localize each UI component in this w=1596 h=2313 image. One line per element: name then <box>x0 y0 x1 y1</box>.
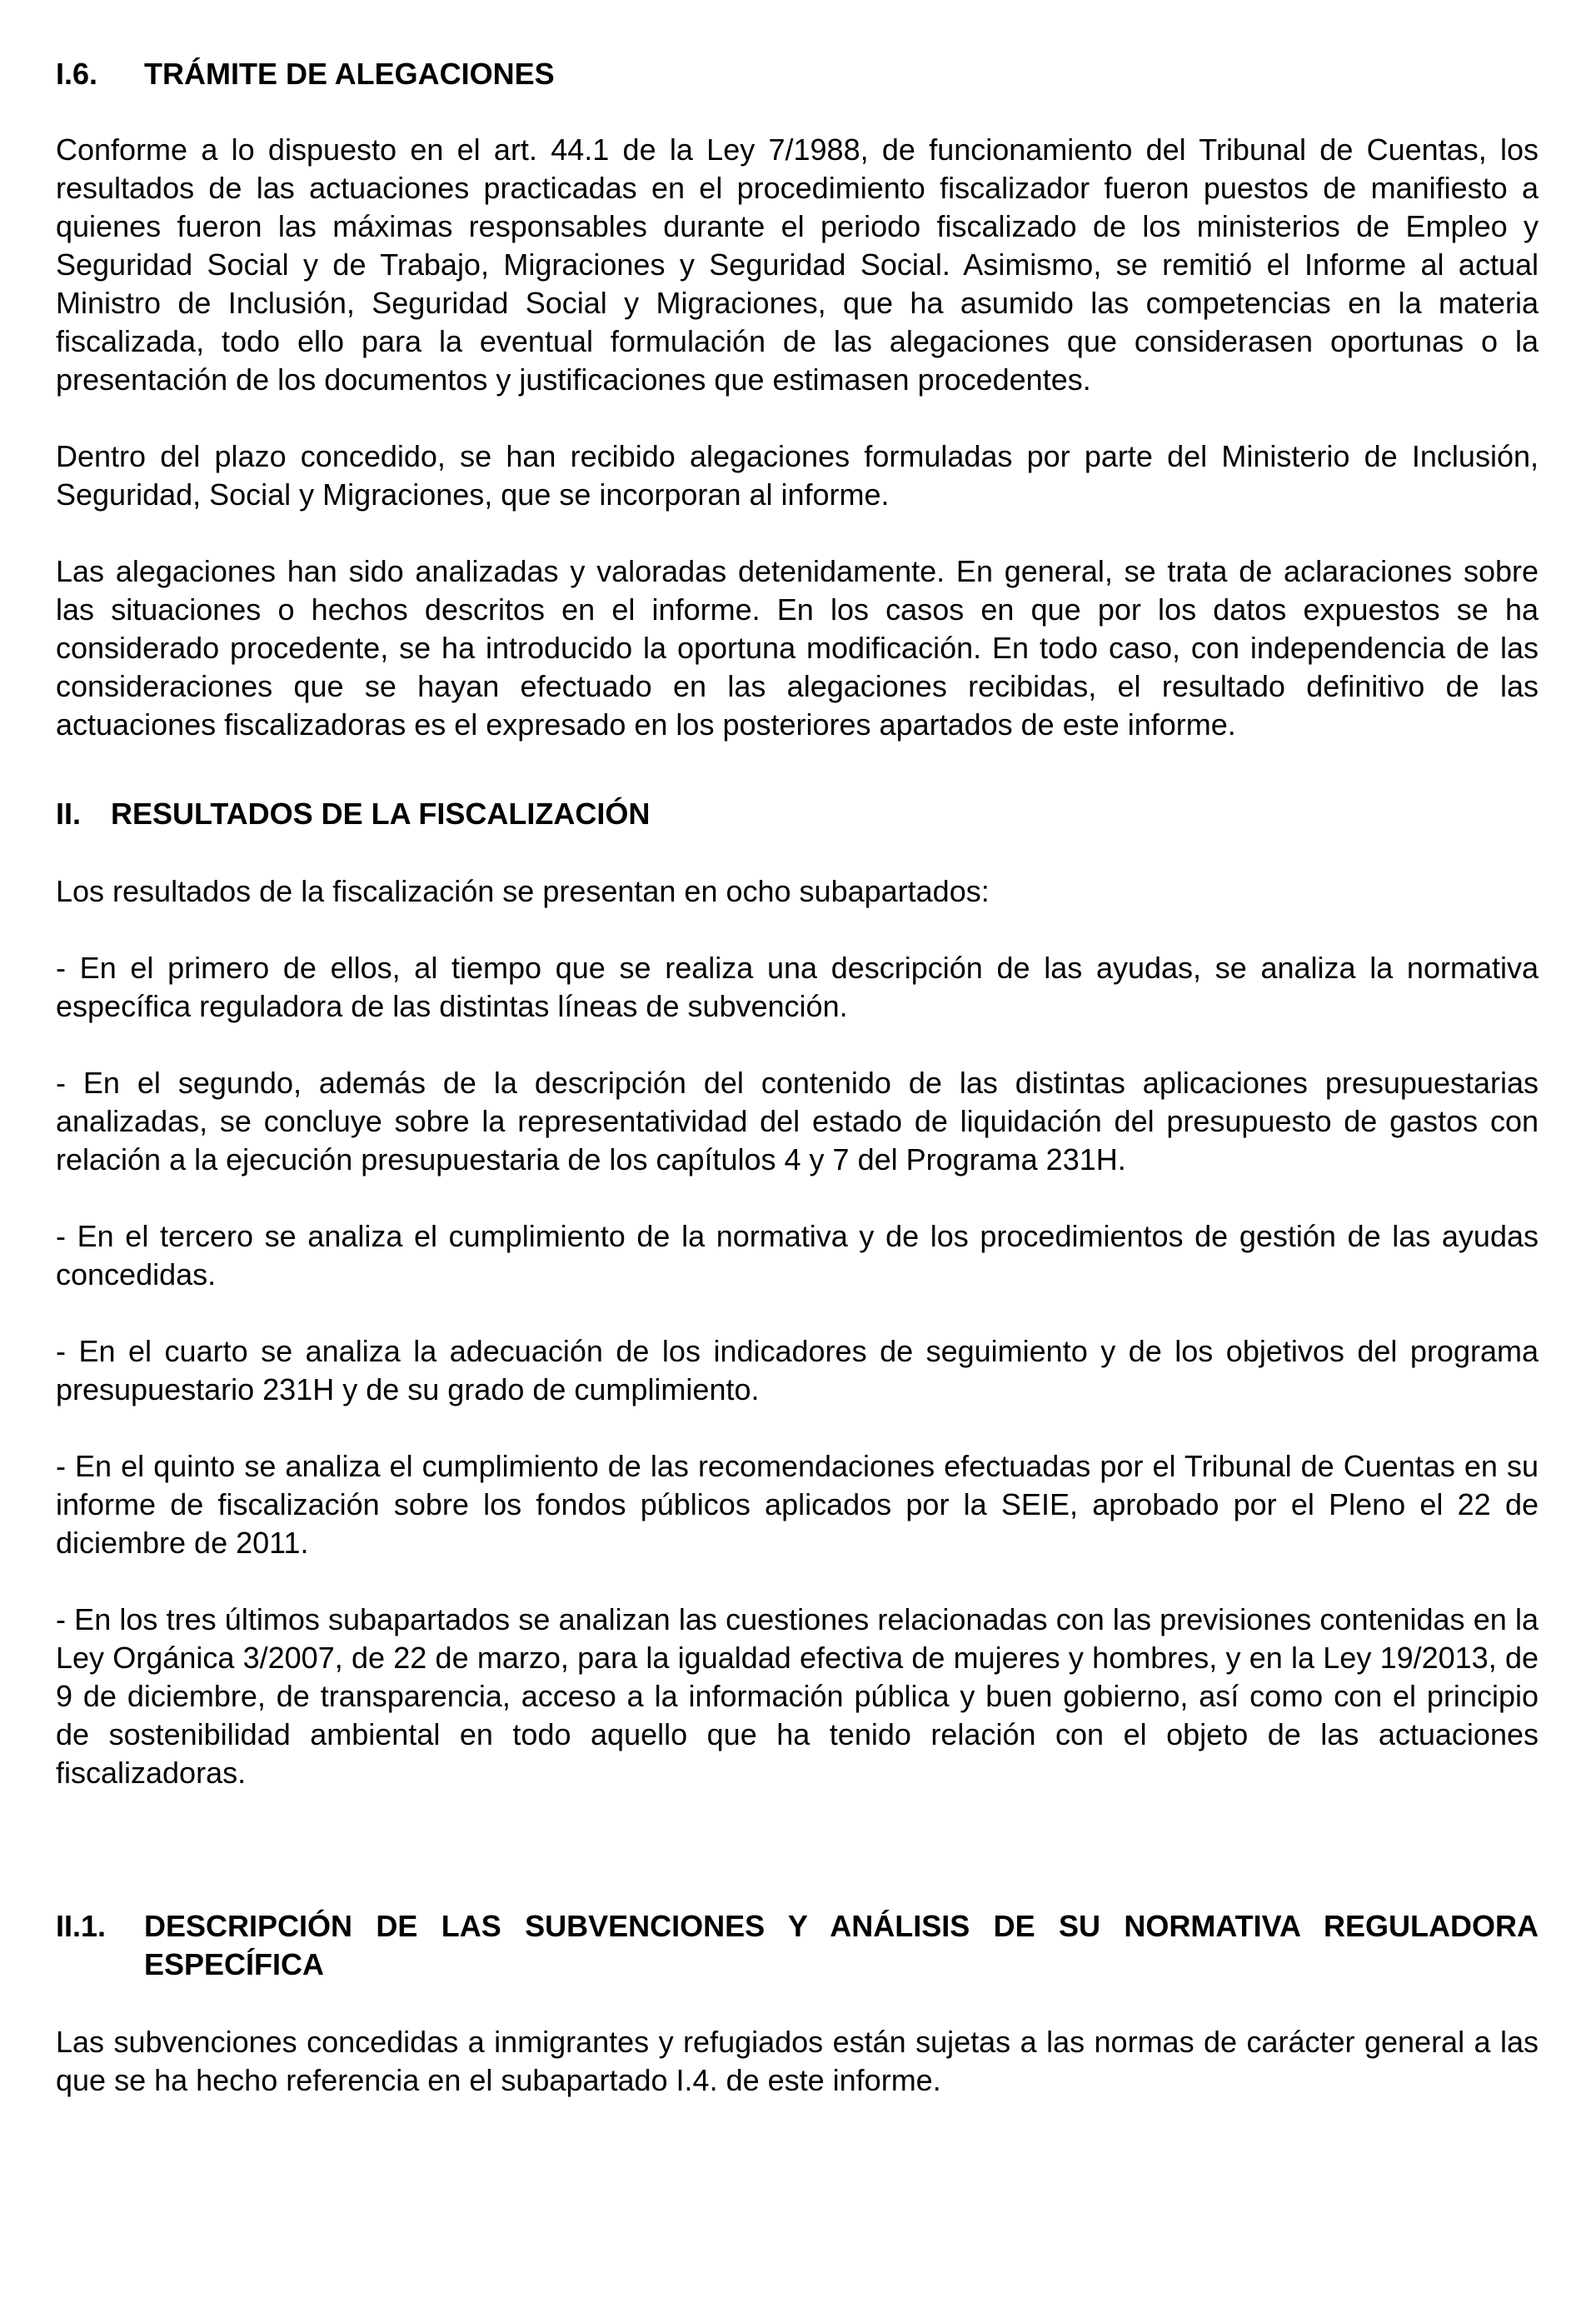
section-number: I.6. <box>56 57 98 91</box>
section-number: II. <box>56 797 82 831</box>
section-title: DESCRIPCIÓN DE LAS SUBVENCIONES Y ANÁLISIS DE SU NORMATIVA REGULADORA ESPECÍFICA <box>144 1909 1539 1981</box>
section-title: RESULTADOS DE LA FISCALIZACIÓN <box>111 797 651 831</box>
document-page <box>56 55 1539 2100</box>
list-item: - En los tres últimos subapartados se analizan las cuestiones relacionadas con las previsiones contenidas en la Ley Orgánica 3/2007, de 22 de marzo, para la igualdad efectiva de mujeres y hombres, y en la Ley 19/2013, de 9 de diciembre, de transparencia, acceso a la información pública y buen gobierno, así como con el principio de sostenibilidad ambiental en todo aquello que ha tenido relación con el objeto de las actuaciones fiscalizadoras. <box>56 1602 1539 1790</box>
list-item: - En el segundo, además de la descripción del contenido de las distintas aplicaciones presupuestarias analizadas, se concluye sobre la representatividad del estado de liquidación del presupuesto de gastos con relación a la ejecución presupuestaria de los capítulos 4 y 7 del Programa 231H. <box>56 1066 1539 1176</box>
paragraph: Conforme a lo dispuesto en el art. 44.1 de la Ley 7/1988, de funcionamiento del Tribunal de Cuentas, los resultados de las actuaciones practicadas en el procedimiento fiscalizador fueron puestos de manifiesto a quienes fueron las máximas responsables durante el periodo fiscalizado de los ministerios de Empleo y Seguridad Social y de Trabajo, Migraciones y Seguridad Social. Asimismo, se remitió el Informe al actual Ministro de Inclusión, Seguridad Social y Migraciones, que ha asumido las competencias en la materia fiscalizada, todo ello para la eventual formulación de las alegaciones que considerasen oportunas o la presentación de los documentos y justificaciones que estimasen procedentes. <box>56 132 1539 397</box>
section-heading-ii1 <box>56 1907 1539 1984</box>
list-item: - En el cuarto se analiza la adecuación de los indicadores de seguimiento y de los objetivos del programa presupuestario 231H y de su grado de cumplimiento. <box>56 1334 1539 1406</box>
paragraph: Los resultados de la fiscalización se presentan en ocho subapartados: <box>56 874 990 908</box>
section-heading-i6 <box>56 55 1539 93</box>
list-item: - En el tercero se analiza el cumplimiento de la normativa y de los procedimientos de gestión de las ayudas concedidas. <box>56 1219 1539 1291</box>
paragraph: Dentro del plazo concedido, se han recibido alegaciones formuladas por parte del Ministerio de Inclusión, Seguridad, Social y Migraciones, que se incorporan al informe. <box>56 439 1539 512</box>
section-heading-ii <box>56 795 1539 833</box>
list-item: - En el primero de ellos, al tiempo que se realiza una descripción de las ayudas, se analiza la normativa específica reguladora de las distintas líneas de subvención. <box>56 951 1539 1023</box>
paragraph: Las subvenciones concedidas a inmigrantes y refugiados están sujetas a las normas de carácter general a las que se ha hecho referencia en el subapartado I.4. de este informe. <box>56 2025 1539 2097</box>
paragraph: Las alegaciones han sido analizadas y valoradas detenidamente. En general, se trata de aclaraciones sobre las situaciones o hechos descritos en el informe. En los casos en que por los datos expuestos se ha considerado procedente, se ha introducido la oportuna modificación. En todo caso, con independencia de las consideraciones que se hayan efectuado en las alegaciones recibidas, el resultado definitivo de las actuaciones fiscalizadoras es el expresado en los posteriores apartados de este informe. <box>56 554 1539 742</box>
list-item: - En el quinto se analiza el cumplimiento de las recomendaciones efectuadas por el Tribunal de Cuentas en su informe de fiscalización sobre los fondos públicos aplicados por la SEIE, aprobado por el Pleno el 22 de diciembre de 2011. <box>56 1449 1539 1560</box>
section-number: II.1. <box>56 1909 107 1943</box>
section-title: TRÁMITE DE ALEGACIONES <box>144 57 555 91</box>
